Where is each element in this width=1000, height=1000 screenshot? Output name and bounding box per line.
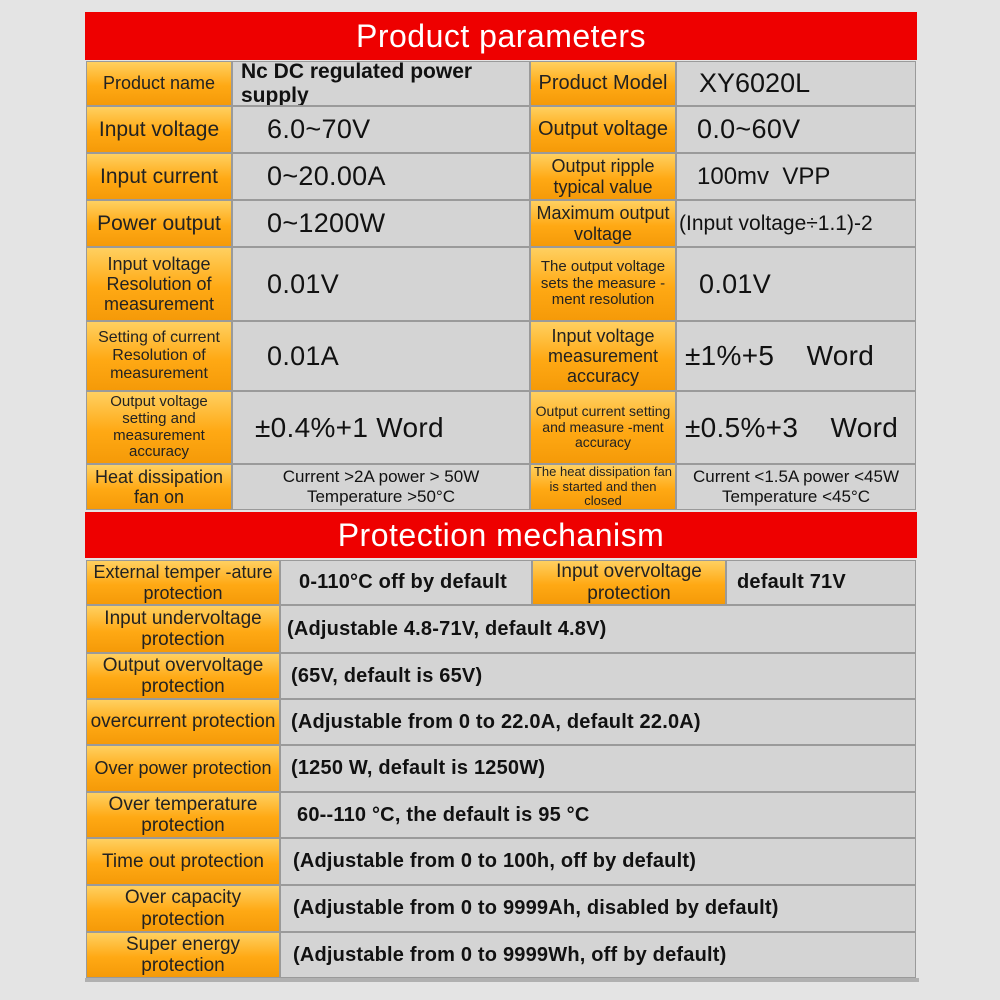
fan-off-label: The heat dissipation fan is started and then closed [530,464,676,510]
output-overvoltage-protection-value: (65V, default is 65V) [280,653,916,699]
output-voltage-resolution-value: 0.01V [676,247,916,321]
input-voltage-accuracy-value: ±1%+5 Word [676,321,916,391]
input-undervoltage-protection-value: (Adjustable 4.8-71V, default 4.8V) [280,605,916,653]
fan-on-value: Current >2A power > 50W Temperature >50°C [232,464,530,510]
output-ripple-value: 100mv VPP [676,153,916,200]
time-out-protection-label: Time out protection [86,838,280,885]
super-energy-protection-value: (Adjustable from 0 to 9999Wh, off by default) [280,932,916,978]
super-energy-protection-label: Super energy protection [86,932,280,978]
external-temperature-protection-label: External temper -ature protection [86,560,280,605]
over-capacity-protection-label: Over capacity protection [86,885,280,932]
over-power-protection-value: (1250 W, default is 1250W) [280,745,916,792]
output-voltage-accuracy-value: ±0.4%+1 Word [232,391,530,464]
over-temperature-protection-value: 60--110 °C, the default is 95 °C [280,792,916,838]
output-voltage-value: 0.0~60V [676,106,916,153]
power-output-label: Power output [86,200,232,247]
input-voltage-label: Input voltage [86,106,232,153]
output-current-accuracy-value: ±0.5%+3 Word [676,391,916,464]
fan-on-label: Heat dissipation fan on [86,464,232,510]
fan-off-value: Current <1.5A power <45W Temperature <45°C [676,464,916,510]
power-output-value: 0~1200W [232,200,530,247]
product-name-value: Nc DC regulated power supply [232,61,530,106]
product-model-label: Product Model [530,61,676,106]
product-model-value: XY6020L [676,61,916,106]
output-voltage-accuracy-label: Output voltage setting and measurement accuracy [86,391,232,464]
product-name-label: Product name [86,61,232,106]
time-out-protection-value: (Adjustable from 0 to 100h, off by default) [280,838,916,885]
output-voltage-label: Output voltage [530,106,676,153]
input-voltage-resolution-value: 0.01V [232,247,530,321]
output-overvoltage-protection-label: Output overvoltage protection [86,653,280,699]
input-overvoltage-protection-value: default 71V [726,560,916,605]
output-current-accuracy-label: Output current setting and measure -ment accuracy [530,391,676,464]
product-parameters-header: Product parameters [85,12,917,60]
overcurrent-protection-label: overcurrent protection [86,699,280,745]
output-ripple-label: Output ripple typical value [530,153,676,200]
input-voltage-accuracy-label: Input voltage measurement accuracy [530,321,676,391]
protection-mechanism-header: Protection mechanism [85,512,917,558]
max-output-voltage-value: (Input voltage÷1.1)-2 [676,200,916,247]
external-temperature-protection-value: 0-110°C off by default [280,560,532,605]
input-overvoltage-protection-label: Input overvoltage protection [532,560,726,605]
over-temperature-protection-label: Over temperature protection [86,792,280,838]
table-bottom-edge [85,978,919,982]
input-undervoltage-protection-label: Input undervoltage protection [86,605,280,653]
current-resolution-value: 0.01A [232,321,530,391]
current-resolution-label: Setting of current Resolution of measurement [86,321,232,391]
input-current-value: 0~20.00A [232,153,530,200]
input-voltage-value: 6.0~70V [232,106,530,153]
over-power-protection-label: Over power protection [86,745,280,792]
output-voltage-resolution-label: The output voltage sets the measure -ment resolution [530,247,676,321]
max-output-voltage-label: Maximum output voltage [530,200,676,247]
over-capacity-protection-value: (Adjustable from 0 to 9999Ah, disabled by default) [280,885,916,932]
overcurrent-protection-value: (Adjustable from 0 to 22.0A, default 22.0A) [280,699,916,745]
input-voltage-resolution-label: Input voltage Resolution of measurement [86,247,232,321]
input-current-label: Input current [86,153,232,200]
